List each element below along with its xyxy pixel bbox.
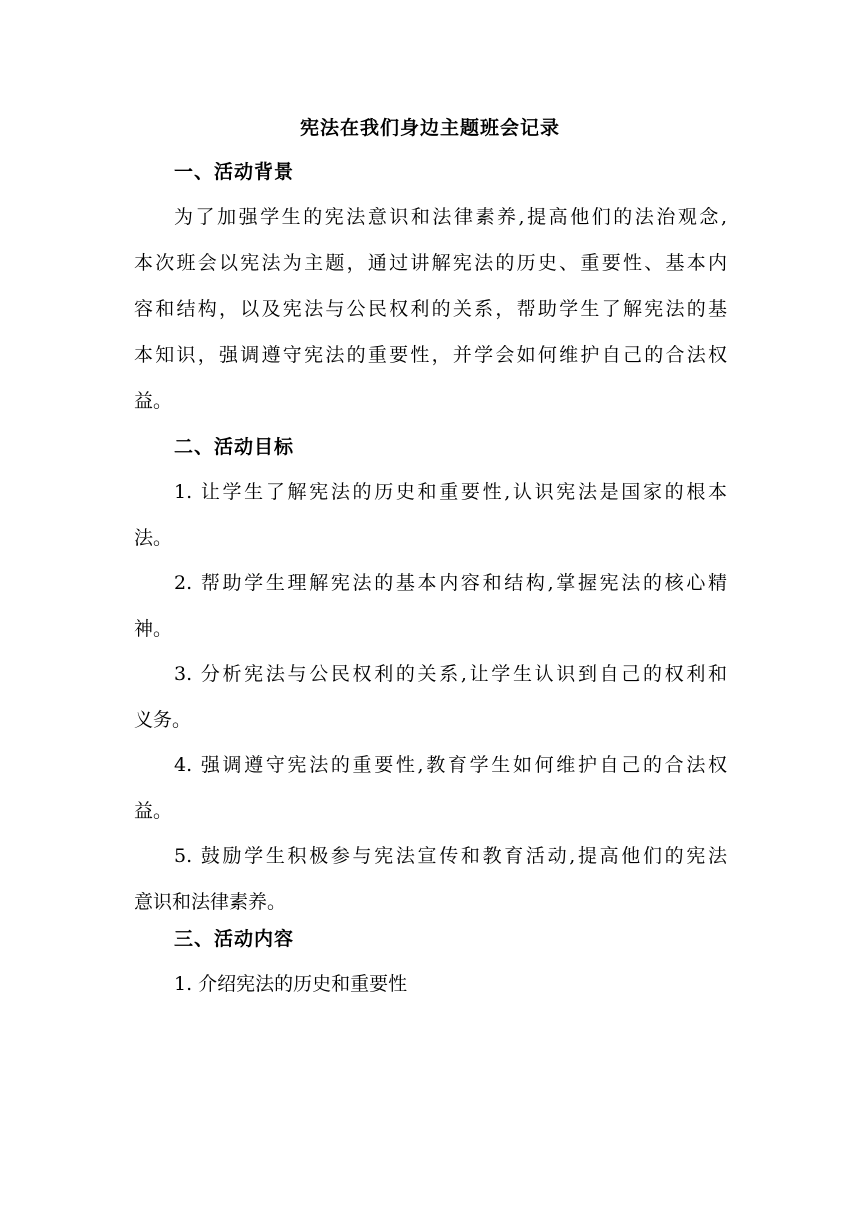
list-item-line: 2. 帮助学生理解宪法的基本内容和结构,掌握宪法的核心精 <box>174 572 727 594</box>
paragraph-line: 容和结构，以及宪法与公民权利的关系，帮助学生了解宪法的基 <box>134 298 727 320</box>
paragraph-line: 本次班会以宪法为主题，通过讲解宪法的历史、重要性、基本内 <box>134 252 727 274</box>
paragraph-line: 本知识，强调遵守宪法的重要性，并学会如何维护自己的合法权 <box>134 344 727 366</box>
list-item-line: 4. 强调遵守宪法的重要性,教育学生如何维护自己的合法权 <box>174 754 727 776</box>
section-heading-content: 三、活动内容 <box>174 928 295 950</box>
paragraph-line: 为了加强学生的宪法意识和法律素养,提高他们的法治观念, <box>174 206 727 228</box>
list-item-line: 1. 让学生了解宪法的历史和重要性,认识宪法是国家的根本 <box>174 481 727 503</box>
document-title: 宪法在我们身边主题班会记录 <box>299 117 560 139</box>
list-item-line: 义务。 <box>134 709 192 731</box>
list-item-line: 1. 介绍宪法的历史和重要性 <box>174 973 408 995</box>
list-item-line: 神。 <box>134 618 173 640</box>
list-item-line: 意识和法律素养。 <box>134 891 287 913</box>
section-heading-background: 一、活动背景 <box>174 161 295 183</box>
list-item-line: 益。 <box>134 800 173 822</box>
paragraph-line: 益。 <box>134 390 173 412</box>
list-item-line: 法。 <box>134 527 173 549</box>
section-heading-goals: 二、活动目标 <box>174 436 295 458</box>
list-item-line: 5. 鼓励学生积极参与宪法宣传和教育活动,提高他们的宪法 <box>174 845 727 867</box>
list-item-line: 3. 分析宪法与公民权利的关系,让学生认识到自己的权利和 <box>174 663 727 685</box>
